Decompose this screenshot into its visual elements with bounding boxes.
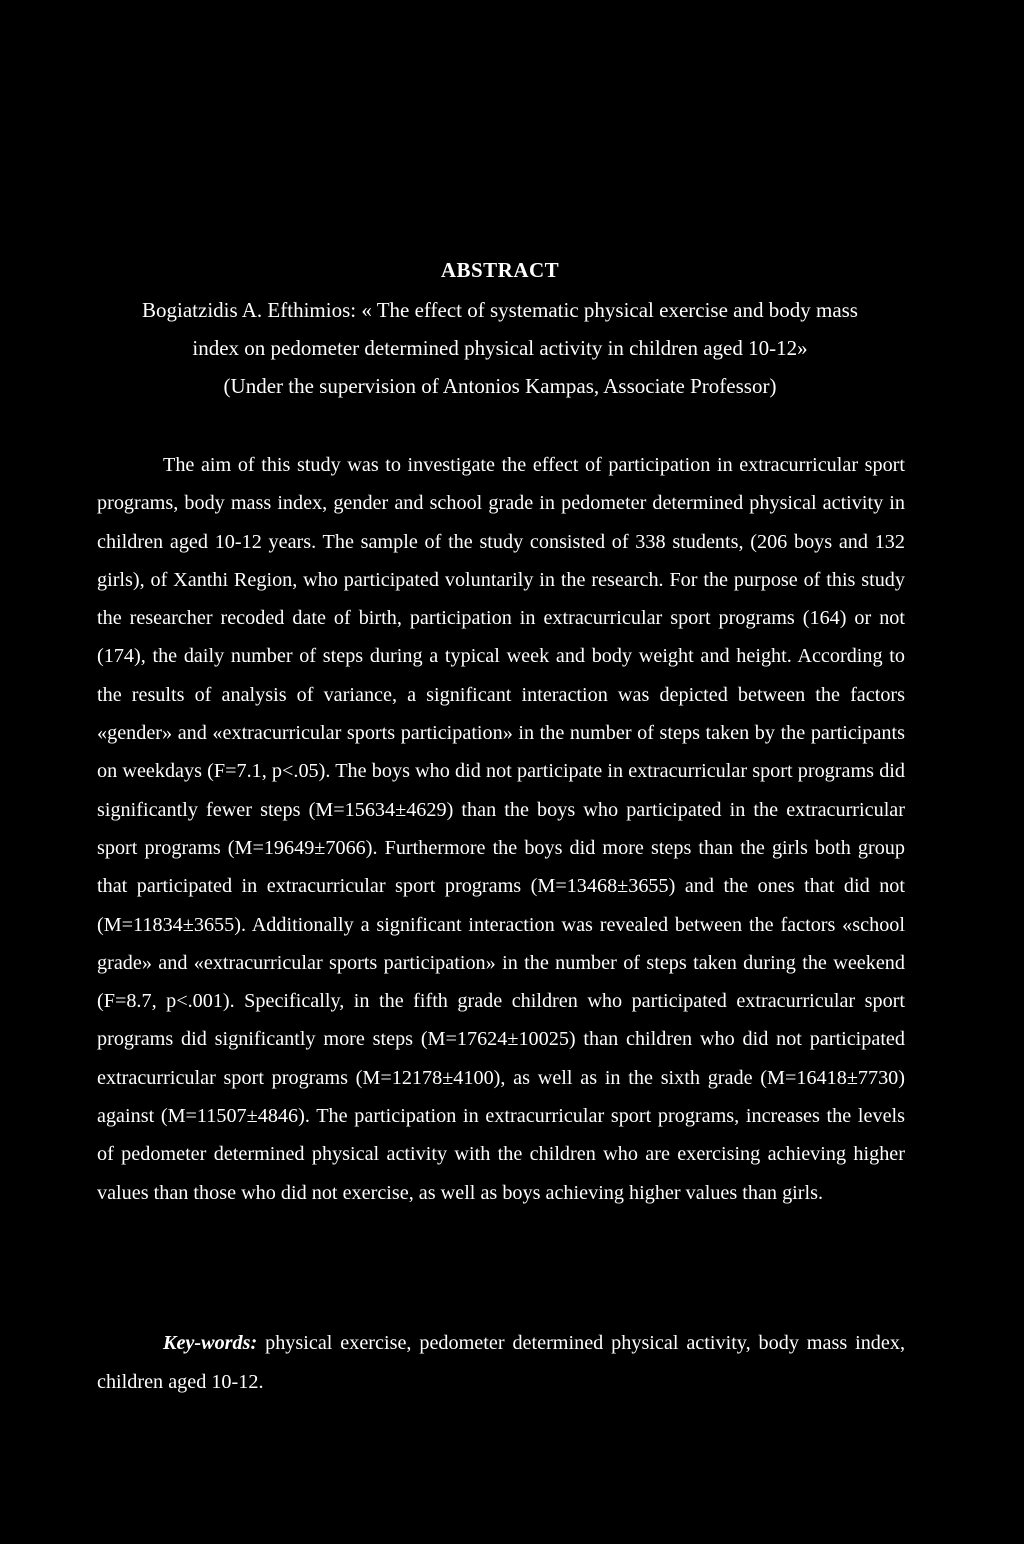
author-title-line-2: index on pedometer determined physical activity in children aged 10-12» bbox=[192, 336, 808, 360]
supervisor-line: (Under the supervision of Antonios Kampas, Associate Professor) bbox=[223, 374, 777, 398]
keywords-paragraph bbox=[97, 1324, 905, 1401]
keywords-text: physical exercise, pedometer determined physical activity, body mass index, children aged 10-12. bbox=[97, 1332, 905, 1393]
page-title: ABSTRACT bbox=[440, 258, 560, 282]
abstract-body: The aim of this study was to investigate the effect of participation in extracurricular sport programs, body mass index, gender and school grade in pedometer determined physical activity in children aged 10-12 years. The sample of the study consisted of 338 students, (206 boys and 132 girls), of Xanthi Region, who participated voluntarily in the research. For the purpose of this study the researcher recoded date of birth, participation in extracurricular sport programs (164) or not (174), the daily number of steps during a typical week and body weight and height. According to the results of analysis of variance, a significant interaction was depicted between the factors «gender» and «extracurricular sports participation» in the number of steps taken by the participants on weekdays (F=7.1, p<.05). The boys who did not participate in extracurricular sport programs did significantly fewer steps (M=15634±4629) than the boys who participated in the extracurricular sport programs (M=19649±7066). Furthermore the boys did more steps than the girls both group that participated in extracurricular sport programs (M=13468±3655) and the ones that did not (M=11834±3655). Additionally a significant interaction was revealed between the factors «school grade» and «extracurricular sports participation» in the number of steps taken during the weekend (F=8.7, p<.001). Specifically, in the fifth grade children who participated extracurricular sport programs did significantly more steps (M=17624±10025) than children who did not participated extracurricular sport programs (M=12178±4100), as well as in the sixth grade (M=16418±7730) against (M=11507±4846). The participation in extracurricular sport programs, increases the levels of pedometer determined physical activity with the children who are exercising achieving higher values than those who did not exercise, as well as boys achieving higher values than girls. bbox=[97, 454, 905, 1204]
keywords-label: Key-words: bbox=[163, 1332, 258, 1354]
author-title-line-1: Bogiatzidis A. Efthimios: « The effect of systematic physical exercise and body mass bbox=[142, 298, 858, 322]
